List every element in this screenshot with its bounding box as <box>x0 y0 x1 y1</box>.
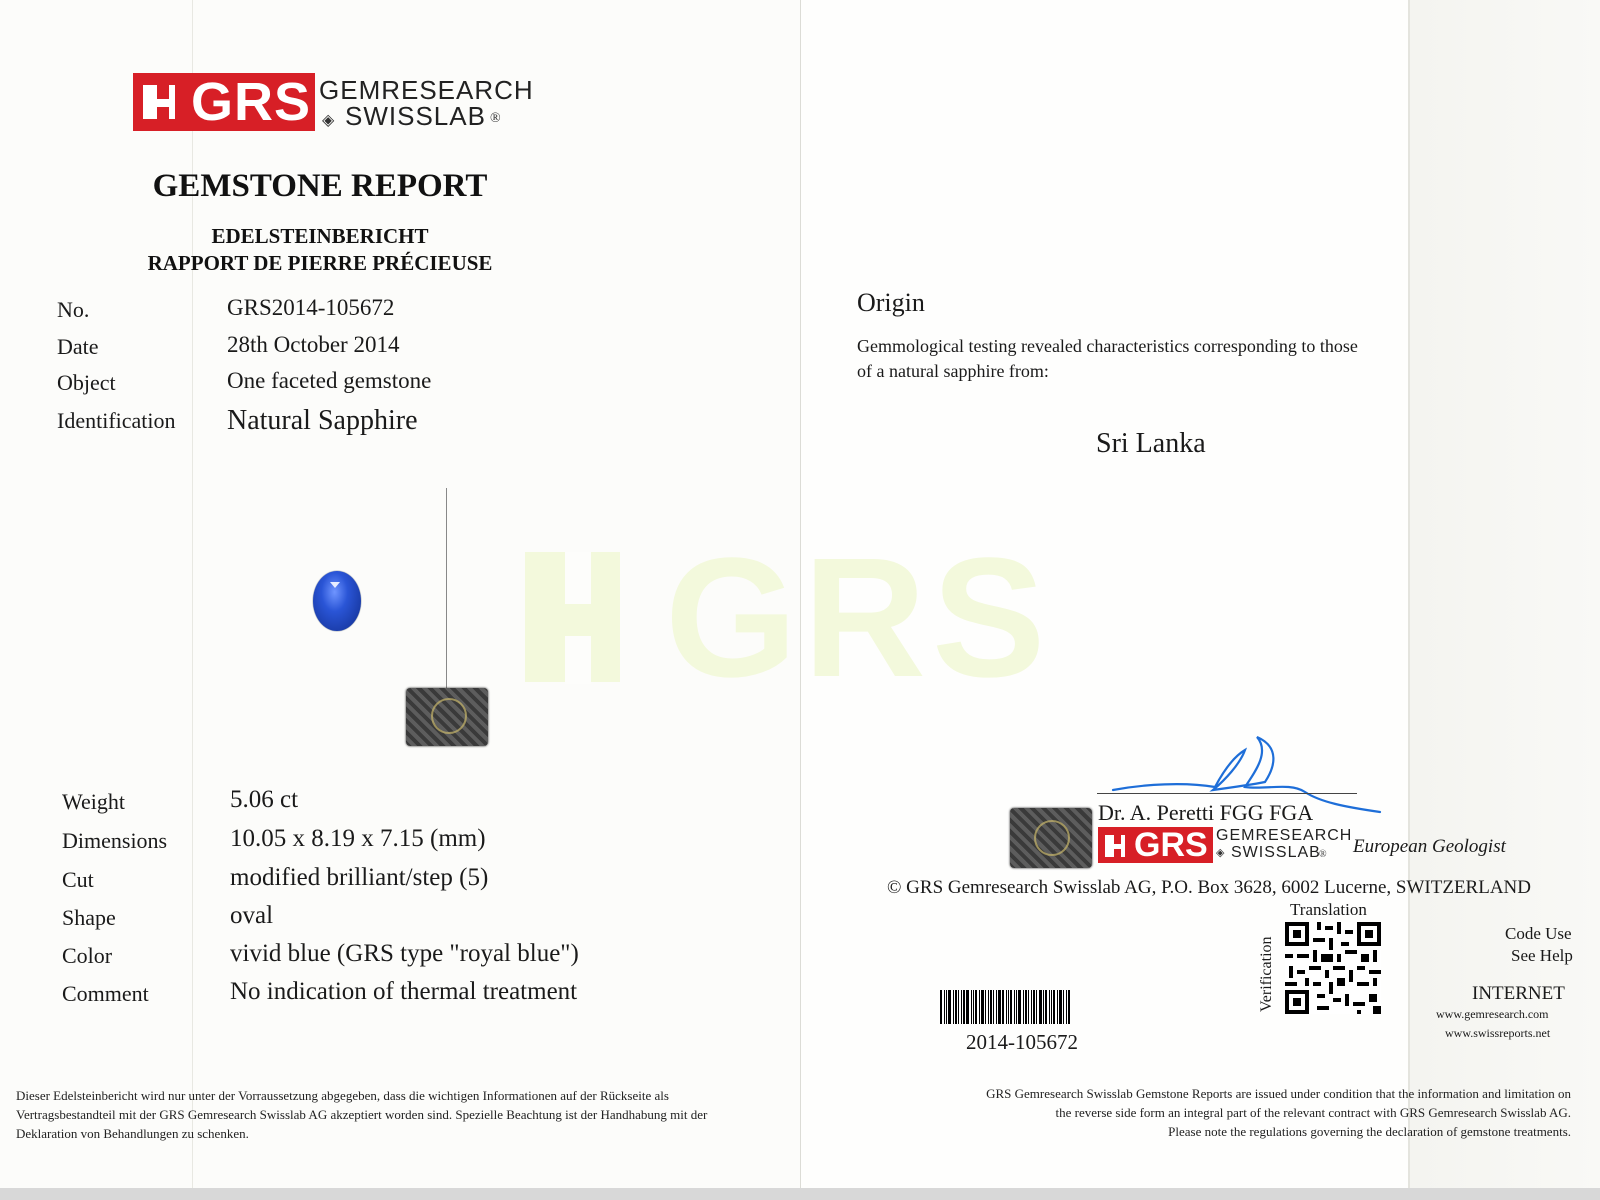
field-label-object: Object <box>57 370 116 395</box>
signature-line <box>1097 793 1357 794</box>
field-value-no: GRS2014-105672 <box>227 295 395 320</box>
field-value-object: One faceted gemstone <box>227 368 432 393</box>
report-subtitle-de: EDELSTEINBERICHT <box>211 224 429 248</box>
report-subtitle-fr: RAPPORT DE PIERRE PRÉCIEUSE <box>147 251 493 275</box>
field-label-cut: Cut <box>62 867 94 892</box>
scan-edge <box>0 1188 1600 1200</box>
field-value-comment: No indication of thermal treatment <box>230 978 578 1005</box>
hologram-sticker <box>406 688 488 746</box>
logo-line2: SWISSLAB <box>345 101 486 131</box>
watermark-text: GRS <box>665 523 1052 713</box>
hologram-sticker-small <box>1010 808 1092 868</box>
field-label-shape: Shape <box>62 905 116 930</box>
company-address: © GRS Gemresearch Swisslab AG, P.O. Box 3628, 6002 Lucerne, SWITZERLAND <box>887 877 1531 898</box>
field-label-comment: Comment <box>62 981 149 1006</box>
field-label-no: No. <box>57 297 90 322</box>
barcode <box>940 990 1125 1024</box>
registered-mark: ® <box>490 111 501 126</box>
field-label-date: Date <box>57 334 99 359</box>
report-title: GEMSTONE REPORT <box>152 168 488 204</box>
origin-text-line2: of a natural sapphire from: <box>857 361 1049 381</box>
grs-logo <box>133 72 534 133</box>
logo-small-line1: GEMRESEARCH <box>1216 827 1353 844</box>
diamond-icon: ◈ <box>1216 847 1225 859</box>
qr-code-icon[interactable] <box>1285 922 1381 1014</box>
field-value-shape: oval <box>230 902 274 929</box>
grs-logo-mark <box>133 73 315 131</box>
field-value-dimensions: 10.05 x 8.19 x 7.15 (mm) <box>230 825 486 852</box>
logo-small-grs-text: GRS <box>1134 826 1208 864</box>
fold-line <box>1408 0 1410 1200</box>
field-value-date: 28th October 2014 <box>227 332 400 357</box>
footer-english-line2: the reverse side form an integral part of the relevant contract with GRS Gemresearch Swisslab AG. <box>1055 1105 1571 1120</box>
barcode-number: 2014-105672 <box>966 1030 1078 1054</box>
field-label-color: Color <box>62 943 113 968</box>
grs-logo-small <box>1098 826 1353 867</box>
url-swissreports[interactable]: www.swissreports.net <box>1445 1026 1551 1040</box>
field-value-cut: modified brilliant/step (5) <box>230 864 489 891</box>
field-label-identification: Identification <box>57 408 176 433</box>
logo-line1: GEMRESEARCH <box>319 75 534 105</box>
field-value-identification: Natural Sapphire <box>227 405 418 436</box>
field-label-dimensions: Dimensions <box>62 828 168 853</box>
translation-label: Translation <box>1290 900 1367 919</box>
logo-grs-text: GRS <box>191 72 312 132</box>
verification-label: Verification <box>1258 936 1275 1012</box>
code-use-label: Code Use <box>1505 924 1572 943</box>
internet-label: INTERNET <box>1472 983 1565 1004</box>
origin-country: Sri Lanka <box>1096 428 1206 459</box>
signer-title: European Geologist <box>1353 836 1506 857</box>
field-value-weight: 5.06 ct <box>230 786 299 813</box>
footer-english-line3: Please note the regulations governing the declaration of gemstone treatments. <box>1168 1124 1571 1139</box>
origin-heading: Origin <box>857 288 925 317</box>
footer-german-disclaimer: Dieser Edelsteinbericht wird nur unter der Vorraussetzung abgegeben, dass die wichtigen Informationen auf der Rückseite als Vertragsbestandteil mit der GRS Gemresearch Swisslab AG akzeptiert worden sind. Spezielle Beachtung ist der Handhabung mit der Deklaration von Behandlungen zu schenken. <box>16 1088 708 1141</box>
url-gemresearch[interactable]: www.gemresearch.com <box>1436 1007 1549 1021</box>
field-value-color: vivid blue (GRS type "royal blue") <box>230 940 579 967</box>
logo-small-line2: SWISSLAB <box>1231 844 1321 861</box>
field-label-weight: Weight <box>62 789 125 814</box>
footer-english-line1: GRS Gemresearch Swisslab Gemstone Reports are issued under condition that the information and limitation on <box>986 1086 1571 1101</box>
diamond-icon: ◈ <box>322 112 335 129</box>
signer-name: Dr. A. Peretti FGG FGA <box>1098 800 1314 825</box>
see-help-label: See Help <box>1511 946 1573 965</box>
origin-text-line1: Gemmological testing revealed characteristics corresponding to those <box>857 336 1358 356</box>
gemstone-image <box>313 571 361 631</box>
registered-mark: ® <box>1319 849 1327 860</box>
